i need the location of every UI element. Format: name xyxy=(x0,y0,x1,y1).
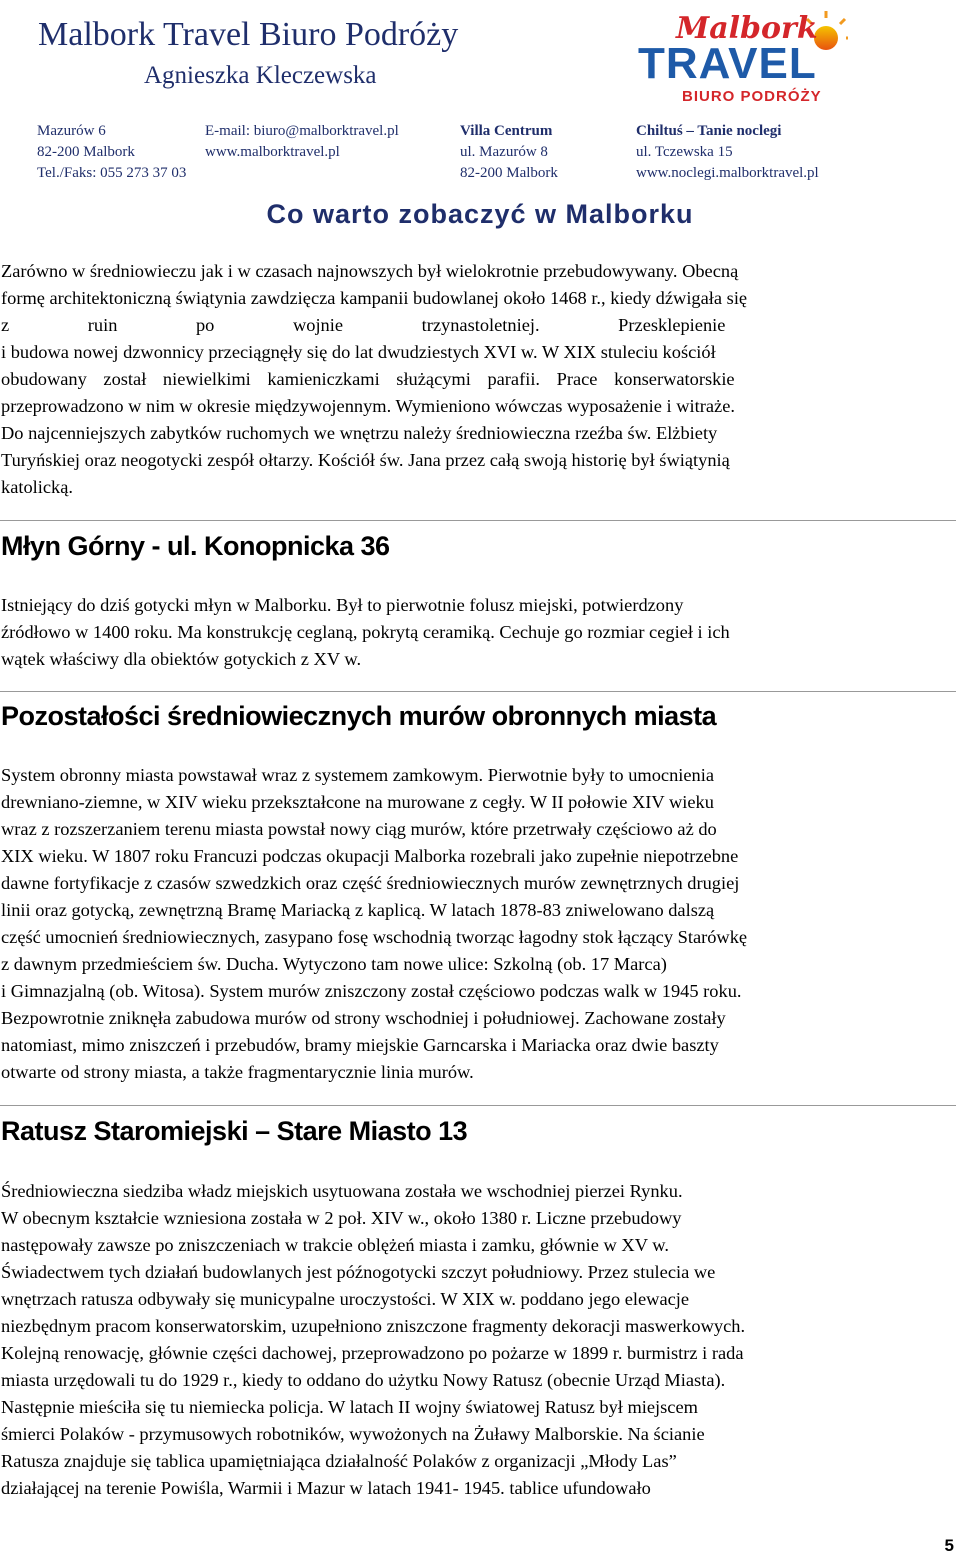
paragraph-line: Turyńskiej oraz neogotycki zespół ołtarzy. Kościół św. Jana przez całą swoją historię był świątynią xyxy=(1,450,730,470)
hostel-website-link[interactable]: www.noclegi.malborktravel.pl xyxy=(636,165,819,181)
villa-street: ul. Mazurów 8 xyxy=(460,144,548,160)
paragraph-line: wątek właściwy dla obiektów gotyckich z XV w. xyxy=(1,649,362,669)
company-name: Malbork Travel Biuro Podróży xyxy=(38,16,459,53)
paragraph-line: Kolejną renowację, głównie części dachowej, przeprowadzono po pożarze w 1899 r. burmistrz i rada xyxy=(1,1343,744,1363)
paragraph-line: Bezpowrotnie zniknęła zabudowa murów od strony wschodniej i południowej. Zachowane zostały xyxy=(1,1008,726,1028)
section-heading-walls: Pozostałości średniowiecznych murów obronnych miasta xyxy=(1,701,717,731)
hostel-street: ul. Tczewska 15 xyxy=(636,144,733,160)
paragraph-walls xyxy=(1,762,955,1086)
section-heading-mill: Młyn Górny - ul. Konopnicka 36 xyxy=(1,531,390,561)
phone-fax: Tel./Faks: 055 273 37 03 xyxy=(37,165,187,181)
paragraph-line: natomiast, mimo zniszczeń i przebudów, bramy miejskie Garncarska i Mariacka oraz dwie baszty xyxy=(1,1035,719,1055)
address-city: 82-200 Malbork xyxy=(37,144,135,160)
paragraph-line: System obronny miasta powstawał wraz z systemem zamkowym. Pierwotnie były to umocnienia xyxy=(1,765,715,785)
email-link[interactable]: E-mail: biuro@malborktravel.pl xyxy=(205,123,399,139)
page-number: 5 xyxy=(944,1536,954,1555)
svg-text:BIURO PODRÓŻY: BIURO PODRÓŻY xyxy=(682,88,822,105)
paragraph-line: niezbędnym pracom konserwatorskim, uzupełniono zniszczone fragmenty dekoracji maswerkowych. xyxy=(1,1316,746,1336)
paragraph-line: wnętrzach ratusza odbywały się municypalne uroczystości. W XIX w. poddano jego elewacje xyxy=(1,1289,690,1309)
paragraph-town-hall xyxy=(1,1178,955,1502)
contact-villa xyxy=(460,121,558,184)
paragraph-line: XIX wieku. W 1807 roku Francuzi podczas okupacji Malborka rozebrali jako zupełnie niepotrzebne xyxy=(1,846,739,866)
contact-web xyxy=(205,121,399,163)
paragraph-line: miasta urzędowali tu do 1929 r., kiedy to oddano do użytku Nowy Ratusz (obecnie Urząd Miasta). xyxy=(1,1370,726,1390)
section-divider xyxy=(0,1105,956,1106)
contact-address xyxy=(37,121,186,184)
website-link[interactable]: www.malborktravel.pl xyxy=(205,144,340,160)
paragraph-line: Świadectwem tych działań budowlanych jest późnogotycki szczyt południowy. Przez stulecia we xyxy=(1,1262,716,1282)
paragraph-line: działającej na terenie Powiśla, Warmii i Mazur w latach 1941- 1945. tablice ufundowało xyxy=(1,1478,651,1498)
paragraph-line: następowały zawsze po zniszczeniach w trakcie oblężeń miasta i zamku, głównie w XV w. xyxy=(1,1235,669,1255)
section-divider xyxy=(0,520,956,521)
paragraph-line: Istniejący do dziś gotycki młyn w Malborku. Był to pierwotnie folusz miejski, potwierdzony xyxy=(1,595,684,615)
paragraph-line: dawne fortyfikacje z czasów szwedzkich oraz część średniowiecznych murów zewnętrznych drugiej xyxy=(1,873,740,893)
paragraph-line: katolicką. xyxy=(1,477,74,497)
paragraph-line: Następnie mieściła się tu niemiecka policja. W latach II wojny światowej Ratusz był miejscem xyxy=(1,1397,698,1417)
paragraph-line: z ruin po wojnie trzynastoletniej. Przesklepienie xyxy=(1,315,726,335)
paragraph-line: Ratusza znajduje się tablica upamiętniająca działalność Polaków z organizacji „Młody Las” xyxy=(1,1451,677,1471)
villa-name: Villa Centrum xyxy=(460,123,553,139)
paragraph-line: W obecnym kształcie wzniesiona została w 2 poł. XIV w., około 1380 r. Liczne przebudowy xyxy=(1,1208,682,1228)
paragraph-line: wraz z rozszerzaniem terenu miasta powstał nowy ciąg murów, które przetrwały częściowo aż do xyxy=(1,819,717,839)
hostel-name: Chiltuś – Tanie noclegi xyxy=(636,123,782,139)
contact-hostel xyxy=(636,121,819,184)
malbork-travel-logo xyxy=(636,8,848,108)
paragraph-church xyxy=(1,258,955,501)
paragraph-line: obudowany został niewielkimi kamieniczkami służącymi parafii. Prace konserwatorskie xyxy=(1,369,735,389)
paragraph-line: Średniowieczna siedziba władz miejskich usytuowana została we wschodniej pierzei Rynku. xyxy=(1,1181,683,1201)
paragraph-line: źródłowo w 1400 roku. Ma konstrukcję ceglaną, pokrytą ceramiką. Cechuje go rozmiar cegieł i ich xyxy=(1,622,730,642)
section-heading-town-hall: Ratusz Staromiejski – Stare Miasto 13 xyxy=(1,1116,468,1146)
paragraph-line: i budowa nowej dzwonnicy przeciągnęły się do lat dwudziestych XVI w. W XIX stuleciu kościół xyxy=(1,342,716,362)
paragraph-line: śmierci Polaków - przymusowych robotników, wywożonych na Żuławy Malborskie. Na ścianie xyxy=(1,1424,705,1444)
paragraph-line: linii oraz gotycką, zewnętrzną Bramę Mariacką z kaplicą. W latach 1878-83 zniwelowano dalszą xyxy=(1,900,715,920)
address-street: Mazurów 6 xyxy=(37,123,106,139)
document-title: Co warto zobaczyć w Malborku xyxy=(266,199,694,229)
villa-city: 82-200 Malbork xyxy=(460,165,558,181)
paragraph-line: i Gimnazjalną (ob. Witosa). System murów zniszczony został częściowo podczas walk w 1945 roku. xyxy=(1,981,742,1001)
paragraph-line: część umocnień średniowiecznych, zasypano fosę wschodnią tworząc łagodny stok łączący Starówkę xyxy=(1,927,748,947)
paragraph-mill xyxy=(1,592,955,673)
paragraph-line: Zarówno w średniowieczu jak i w czasach najnowszych był wielokrotnie przebudowywany. Obecną xyxy=(1,261,739,281)
paragraph-line: formę architektoniczną świątynia zawdzięcza kampanii budowlanej około 1468 r., kiedy dźwigała się xyxy=(1,288,748,308)
svg-text:Malbork: Malbork xyxy=(676,11,818,46)
paragraph-line: otwarte od strony miasta, a także fragmentarycznie linia murów. xyxy=(1,1062,474,1082)
section-divider xyxy=(0,691,956,692)
paragraph-line: przeprowadzono w nim w okresie międzywojennym. Wymieniono wówczas wyposażenie i witraże. xyxy=(1,396,735,416)
paragraph-line: Do najcenniejszych zabytków ruchomych we wnętrzu należy średniowieczna rzeźba św. Elżbiety xyxy=(1,423,718,443)
paragraph-line: drewniano-ziemne, w XIV wieku przekształcone na murowane z cegły. W II połowie XIV wieku xyxy=(1,792,714,812)
paragraph-line: z dawnym przedmieściem św. Ducha. Wytyczono tam nowe ulice: Szkolną (ob. 17 Marca) xyxy=(1,954,667,974)
company-owner: Agnieszka Kleczewska xyxy=(144,62,377,89)
svg-text:TRAVEL: TRAVEL xyxy=(638,39,817,88)
